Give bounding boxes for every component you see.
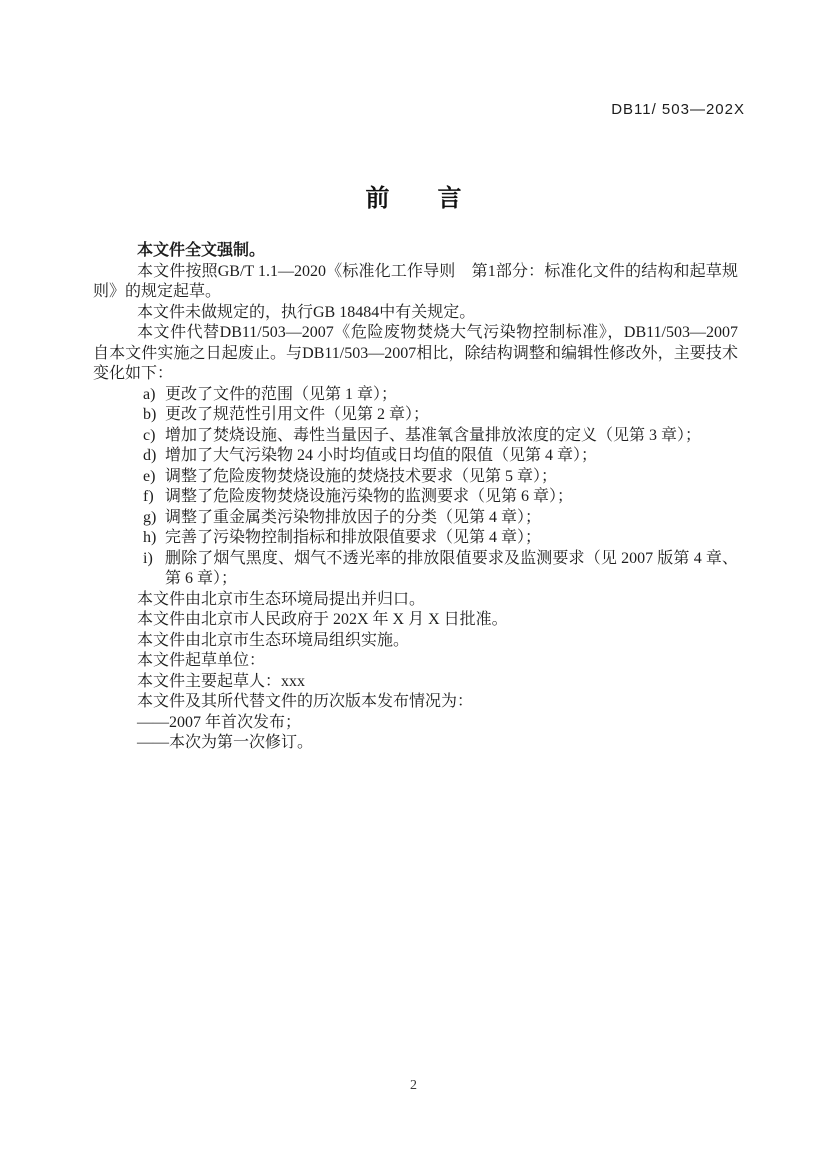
- closing-paragraph-6: 本文件及其所代替文件的历次版本发布情况为：: [137, 693, 474, 710]
- change-item-f: [143, 487, 738, 508]
- change-label: g): [143, 508, 157, 526]
- page-number: 2: [410, 1078, 417, 1093]
- foreword-content: [93, 241, 738, 754]
- change-text: 增加了焚烧设施、毒性当量因子、基准氧含量排放浓度的定义（见第 3 章）；: [165, 426, 702, 444]
- change-item-h: [143, 528, 738, 549]
- changes-list: [93, 385, 738, 590]
- change-text: 调整了重金属类污染物排放因子的分类（见第 4 章）；: [165, 508, 542, 526]
- change-label: i): [143, 549, 153, 567]
- closing-paragraph-2: 本文件由北京市人民政府于 202X 年 X 月 X 日批准。: [137, 611, 508, 628]
- change-text: 更改了规范性引用文件（见第 2 章）；: [165, 406, 430, 423]
- change-item-a: [143, 385, 738, 406]
- closing-paragraph-4: 本文件起草单位：: [137, 652, 266, 669]
- intro-paragraph-2: 本文件未做规定的，执行GB 18484中有关规定。: [137, 303, 476, 321]
- change-text: 完善了污染物控制指标和排放限值要求（见第 4 章）；: [165, 529, 542, 546]
- change-label: f): [143, 488, 154, 505]
- doc-code: DB11/ 503—202X: [611, 101, 745, 118]
- foreword-title: 前 言: [365, 185, 462, 212]
- page-footer: [0, 1076, 827, 1094]
- closing-paragraph-7: ——2007 年首次发布；: [137, 713, 302, 731]
- change-text: 调整了危险废物焚烧设施污染物的监测要求（见第 6 章）；: [165, 488, 574, 505]
- change-label: c): [143, 426, 156, 444]
- change-item-e: [143, 467, 738, 488]
- change-item-c: [143, 426, 738, 447]
- change-text: 删除了烟气黑度、烟气不透光率的排放限值要求及监测要求（见 2007 版第 4 章、第 6 章）；: [165, 549, 738, 587]
- change-item-d: [143, 446, 738, 467]
- change-label: h): [143, 529, 157, 546]
- page-header: [0, 101, 745, 119]
- change-item-b: [143, 405, 738, 426]
- change-label: d): [143, 447, 157, 464]
- change-label: a): [143, 385, 156, 403]
- closing-paragraph-5: 本文件主要起草人：xxx: [137, 672, 306, 690]
- change-text: 更改了文件的范围（见第 1 章）；: [165, 385, 398, 403]
- change-label: b): [143, 406, 157, 423]
- change-text: 调整了危险废物焚烧设施的焚烧技术要求（见第 5 章）；: [165, 467, 558, 485]
- mandatory-note: 本文件全文强制。: [137, 242, 266, 259]
- intro-paragraph-1: 本文件按照GB/T 1.1—2020《标准化工作导则 第1部分：标准化文件的结构和起草规则》的规定起草。: [93, 262, 738, 300]
- closing-paragraph-3: 本文件由北京市生态环境局组织实施。: [137, 631, 410, 649]
- change-item-g: [143, 508, 738, 529]
- closing-paragraph-1: 本文件由北京市生态环境局提出并归口。: [137, 590, 426, 608]
- change-label: e): [143, 467, 156, 485]
- change-text: 增加了大气污染物 24 小时均值或日均值的限值（见第 4 章）；: [165, 447, 598, 464]
- closing-paragraph-8: ——本次为第一次修订。: [137, 734, 314, 751]
- intro-paragraph-3: 本文件代替DB11/503—2007《危险废物焚烧大气污染物控制标准》，DB11/503—2007自本文件实施之日起废止。与DB11/503—2007相比，除结构调整和编辑性修改外，主要技术变化如下：: [93, 324, 738, 382]
- change-item-i: [143, 549, 738, 590]
